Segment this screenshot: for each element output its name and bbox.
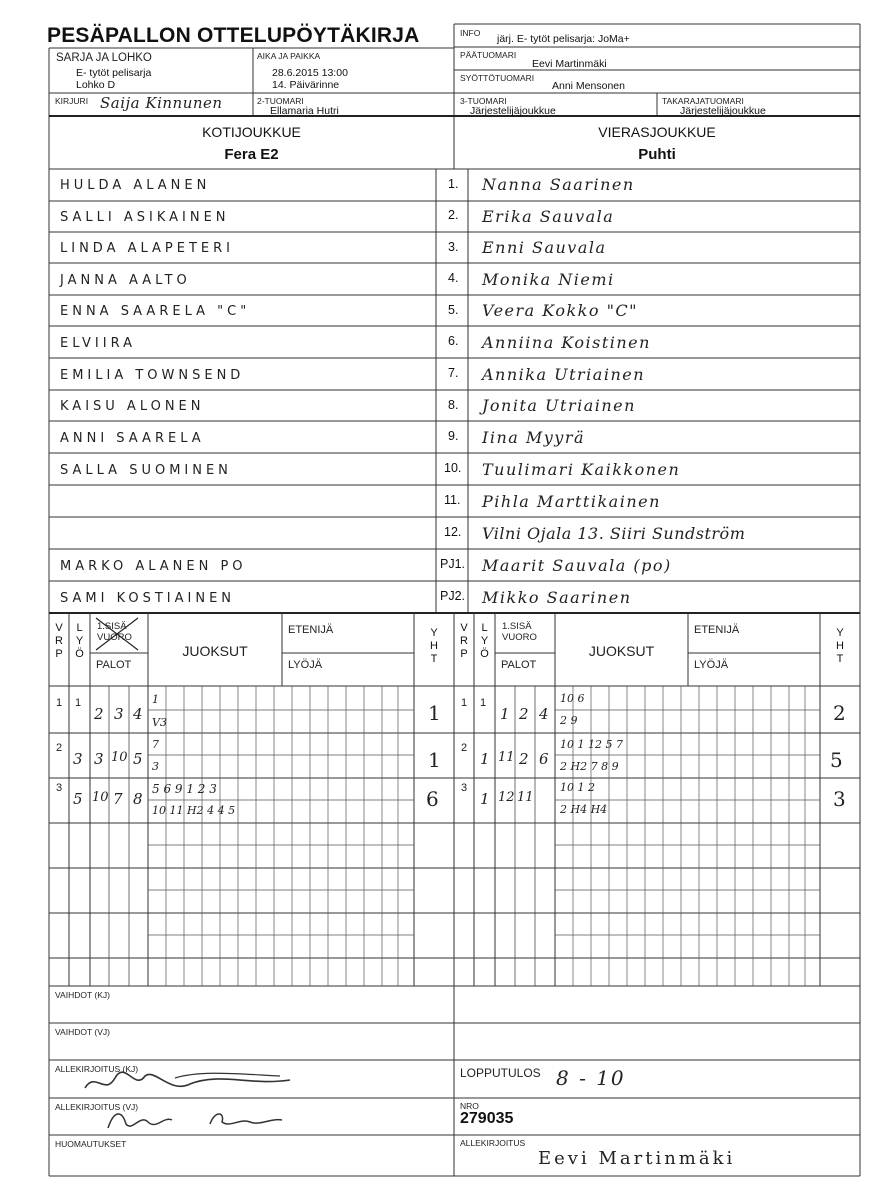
runs-top: 5 6 9 1 2 3 xyxy=(152,782,217,796)
home-coach: MARKO ALANEN PO xyxy=(60,559,247,574)
roster-number: PJ2. xyxy=(440,589,466,603)
info-value: järj. E- tytöt pelisarja: JoMa+ xyxy=(497,33,630,45)
palo: 10 xyxy=(111,750,128,765)
away-vrp-header: V R P xyxy=(460,622,468,660)
home-player: JANNA AALTO xyxy=(60,273,191,288)
inning-total: 3 xyxy=(833,787,846,811)
away-etenija-header: ETENIJÄ xyxy=(694,624,740,636)
home-vrp-header: V R P xyxy=(55,622,63,660)
runs-top: 1 xyxy=(152,693,159,706)
vaihdot-vj-label: VAIHDOT (VJ) xyxy=(55,1027,110,1037)
place-value: 14. Päivärinne xyxy=(272,79,340,91)
tuomari2-value: Ellamaria Hutri xyxy=(270,105,339,117)
away-player: Tuulimari Kaikkonen xyxy=(482,460,681,479)
away-juoksut-header: JUOKSUT xyxy=(588,643,655,659)
home-player: ELVIIRA xyxy=(60,336,136,351)
roster-number: 7. xyxy=(448,366,459,380)
away-player: Veera Kokko "C" xyxy=(482,301,639,320)
batting-order: 5 xyxy=(73,790,83,808)
runs-top: 10 6 xyxy=(560,692,585,705)
home-player: KAISU ALONEN xyxy=(60,399,205,414)
huomautukset-label: HUOMAUTUKSET xyxy=(55,1139,127,1149)
away-player: Iina Myyrä xyxy=(482,428,586,447)
aika-label: AIKA JA PAIKKA xyxy=(257,51,321,61)
sarja-value: E- tytöt pelisarja xyxy=(76,67,152,79)
nro-value: 279035 xyxy=(460,1110,514,1127)
away-player: Erika Sauvala xyxy=(482,207,615,226)
away-lyo-header: L Y Ö xyxy=(480,622,489,660)
home-coach: SAMI KOSTIAINEN xyxy=(60,591,236,606)
sarja-label: SARJA JA LOHKO xyxy=(56,52,152,64)
away-player: Monika Niemi xyxy=(482,270,615,289)
roster-number: 10. xyxy=(444,461,462,475)
away-sisa-vuoro: 1.SISÄ VUORO xyxy=(502,621,537,643)
palo: 2 xyxy=(94,705,104,723)
runs-bottom: 2 H2 7 8 9 xyxy=(560,760,619,773)
palo: 10 xyxy=(92,790,109,805)
takaraja-value: Järjestelijäjoukkue xyxy=(680,105,766,117)
home-player: ANNI SAARELA xyxy=(60,431,205,446)
roster-number: PJ1. xyxy=(440,557,466,571)
syottotuomari-label: SYÖTTÖTUOMARI xyxy=(460,73,535,83)
palo: 2 xyxy=(519,705,529,723)
away-player: Jonita Utriainen xyxy=(482,396,636,415)
away-lyoja-header: LYÖJÄ xyxy=(694,659,729,671)
runs-bottom: 10 11 H2 4 4 5 xyxy=(152,804,236,817)
inning-number: 2 xyxy=(461,742,468,754)
lopputulos-value: 8 - 10 xyxy=(556,1066,626,1090)
home-sisa-vuoro: 1.SISÄ VUORO xyxy=(97,621,132,643)
roster-number: 3. xyxy=(448,240,459,254)
home-lyoja-header: LYÖJÄ xyxy=(288,659,323,671)
roster-number: 12. xyxy=(444,525,462,539)
paatuomari-value: Eevi Martinmäki xyxy=(532,58,607,70)
kirjuri-label: KIRJURI xyxy=(55,96,89,106)
runs-top: 10 1 12 5 7 xyxy=(560,738,623,751)
tuomari2-label: 2-TUOMARI xyxy=(257,96,304,106)
home-lyo-header: L Y Ö xyxy=(75,622,84,660)
inning-total: 1 xyxy=(428,701,441,725)
home-palot-header: PALOT xyxy=(96,659,132,671)
away-player: Pihla Marttikainen xyxy=(482,492,661,511)
inning-number: 1 xyxy=(461,697,468,709)
inning-total: 6 xyxy=(426,787,439,811)
inning-total: 2 xyxy=(833,701,846,725)
tuomari3-label: 3-TUOMARI xyxy=(460,96,507,106)
inning-total: 5 xyxy=(830,748,843,772)
roster-number: 9. xyxy=(448,429,459,443)
kirjuri-signature: Saija Kinnunen xyxy=(100,94,223,112)
batting-order: 3 xyxy=(73,750,83,768)
home-team-label: KOTIJOUKKUE xyxy=(202,124,301,140)
runs-top: 10 1 2 xyxy=(560,781,595,794)
info-label: INFO xyxy=(460,28,481,38)
away-player: Nanna Saarinen xyxy=(482,175,635,194)
batting-order: 1 xyxy=(75,697,82,709)
runs-bottom: 2 9 xyxy=(560,714,578,727)
runs-bottom: 3 xyxy=(152,760,159,773)
inning-number: 3 xyxy=(461,782,468,794)
allekirjoitus-vj-label: ALLEKIRJOITUS (VJ) xyxy=(55,1102,139,1112)
allekirjoitus-kj-label: ALLEKIRJOITUS (KJ) xyxy=(55,1064,139,1074)
form-title: PESÄPALLON OTTELUPÖYTÄKIRJA xyxy=(47,24,420,47)
home-team-name: Fera E2 xyxy=(224,146,279,163)
palo: 3 xyxy=(114,705,124,723)
palo: 11 xyxy=(498,750,515,765)
home-captain-signature xyxy=(80,1066,300,1098)
lopputulos-label: LOPPUTULOS xyxy=(460,1066,541,1080)
vaihdot-kj-label: VAIHDOT (KJ) xyxy=(55,990,110,1000)
away-player: Anniina Koistinen xyxy=(482,333,651,352)
palo: 5 xyxy=(133,750,143,768)
lohko-value: Lohko D xyxy=(76,79,116,91)
away-coach: Maarit Sauvala (po) xyxy=(482,556,672,575)
tuomari3-value: Järjestelijäjoukkue xyxy=(470,105,556,117)
away-team-name: Puhti xyxy=(638,146,676,163)
away-palot-header: PALOT xyxy=(501,659,537,671)
away-team-label: VIERASJOUKKUE xyxy=(598,124,716,140)
away-player: Annika Utriainen xyxy=(482,365,646,384)
palo: 2 xyxy=(519,750,529,768)
palo: 8 xyxy=(133,790,143,808)
inning-number: 2 xyxy=(56,742,63,754)
home-player: LINDA ALAPETERI xyxy=(60,241,235,256)
palo: 7 xyxy=(113,790,123,808)
palo: 3 xyxy=(94,750,104,768)
runs-bottom: V3 xyxy=(152,716,167,729)
batting-order: 1 xyxy=(480,697,487,709)
inning-total: 1 xyxy=(428,748,441,772)
palo: 12 xyxy=(498,790,515,805)
home-player: HULDA ALANEN xyxy=(60,178,211,193)
roster-number: 6. xyxy=(448,334,459,348)
roster-number: 4. xyxy=(448,271,459,285)
away-captain-signature xyxy=(100,1104,290,1134)
batting-order: 1 xyxy=(480,790,490,808)
syottotuomari-value: Anni Mensonen xyxy=(552,80,625,92)
roster-number: 11. xyxy=(444,493,461,507)
away-player: Enni Sauvala xyxy=(482,238,607,257)
date-value: 28.6.2015 13:00 xyxy=(272,67,348,79)
away-coach: Mikko Saarinen xyxy=(482,588,632,607)
palo: 6 xyxy=(539,750,549,768)
palo: 11 xyxy=(517,790,534,805)
runs-top: 7 xyxy=(152,738,159,751)
home-juoksut-header: JUOKSUT xyxy=(182,643,248,659)
referee-signature: Eevi Martinmäki xyxy=(538,1148,736,1169)
roster-number: 8. xyxy=(448,398,459,412)
home-player: SALLI ASIKAINEN xyxy=(60,210,230,225)
inning-number: 3 xyxy=(56,782,63,794)
palo: 4 xyxy=(539,705,549,723)
home-player: SALLA SUOMINEN xyxy=(60,463,232,478)
home-player: EMILIA TOWNSEND xyxy=(60,368,245,383)
roster-number: 1. xyxy=(448,177,459,191)
takaraja-label: TAKARAJATUOMARI xyxy=(662,96,744,106)
batting-order: 1 xyxy=(480,750,490,768)
away-player: Vilni Ojala 13. Siiri Sundström xyxy=(482,524,746,543)
roster-number: 5. xyxy=(448,303,459,317)
home-etenija-header: ETENIJÄ xyxy=(288,624,334,636)
home-yht-header: Y H T xyxy=(430,627,438,665)
allekirjoitus-label: ALLEKIRJOITUS xyxy=(460,1138,526,1148)
palo: 1 xyxy=(500,705,510,723)
palo: 4 xyxy=(133,705,143,723)
inning-number: 1 xyxy=(56,697,63,709)
nro-label: NRO xyxy=(460,1101,479,1111)
roster-number: 2. xyxy=(448,208,459,222)
home-player: ENNA SAARELA "C" xyxy=(60,304,251,319)
away-yht-header: Y H T xyxy=(836,627,844,665)
runs-bottom: 2 H4 H4 xyxy=(560,803,608,816)
paatuomari-label: PÄÄTUOMARI xyxy=(460,50,517,60)
